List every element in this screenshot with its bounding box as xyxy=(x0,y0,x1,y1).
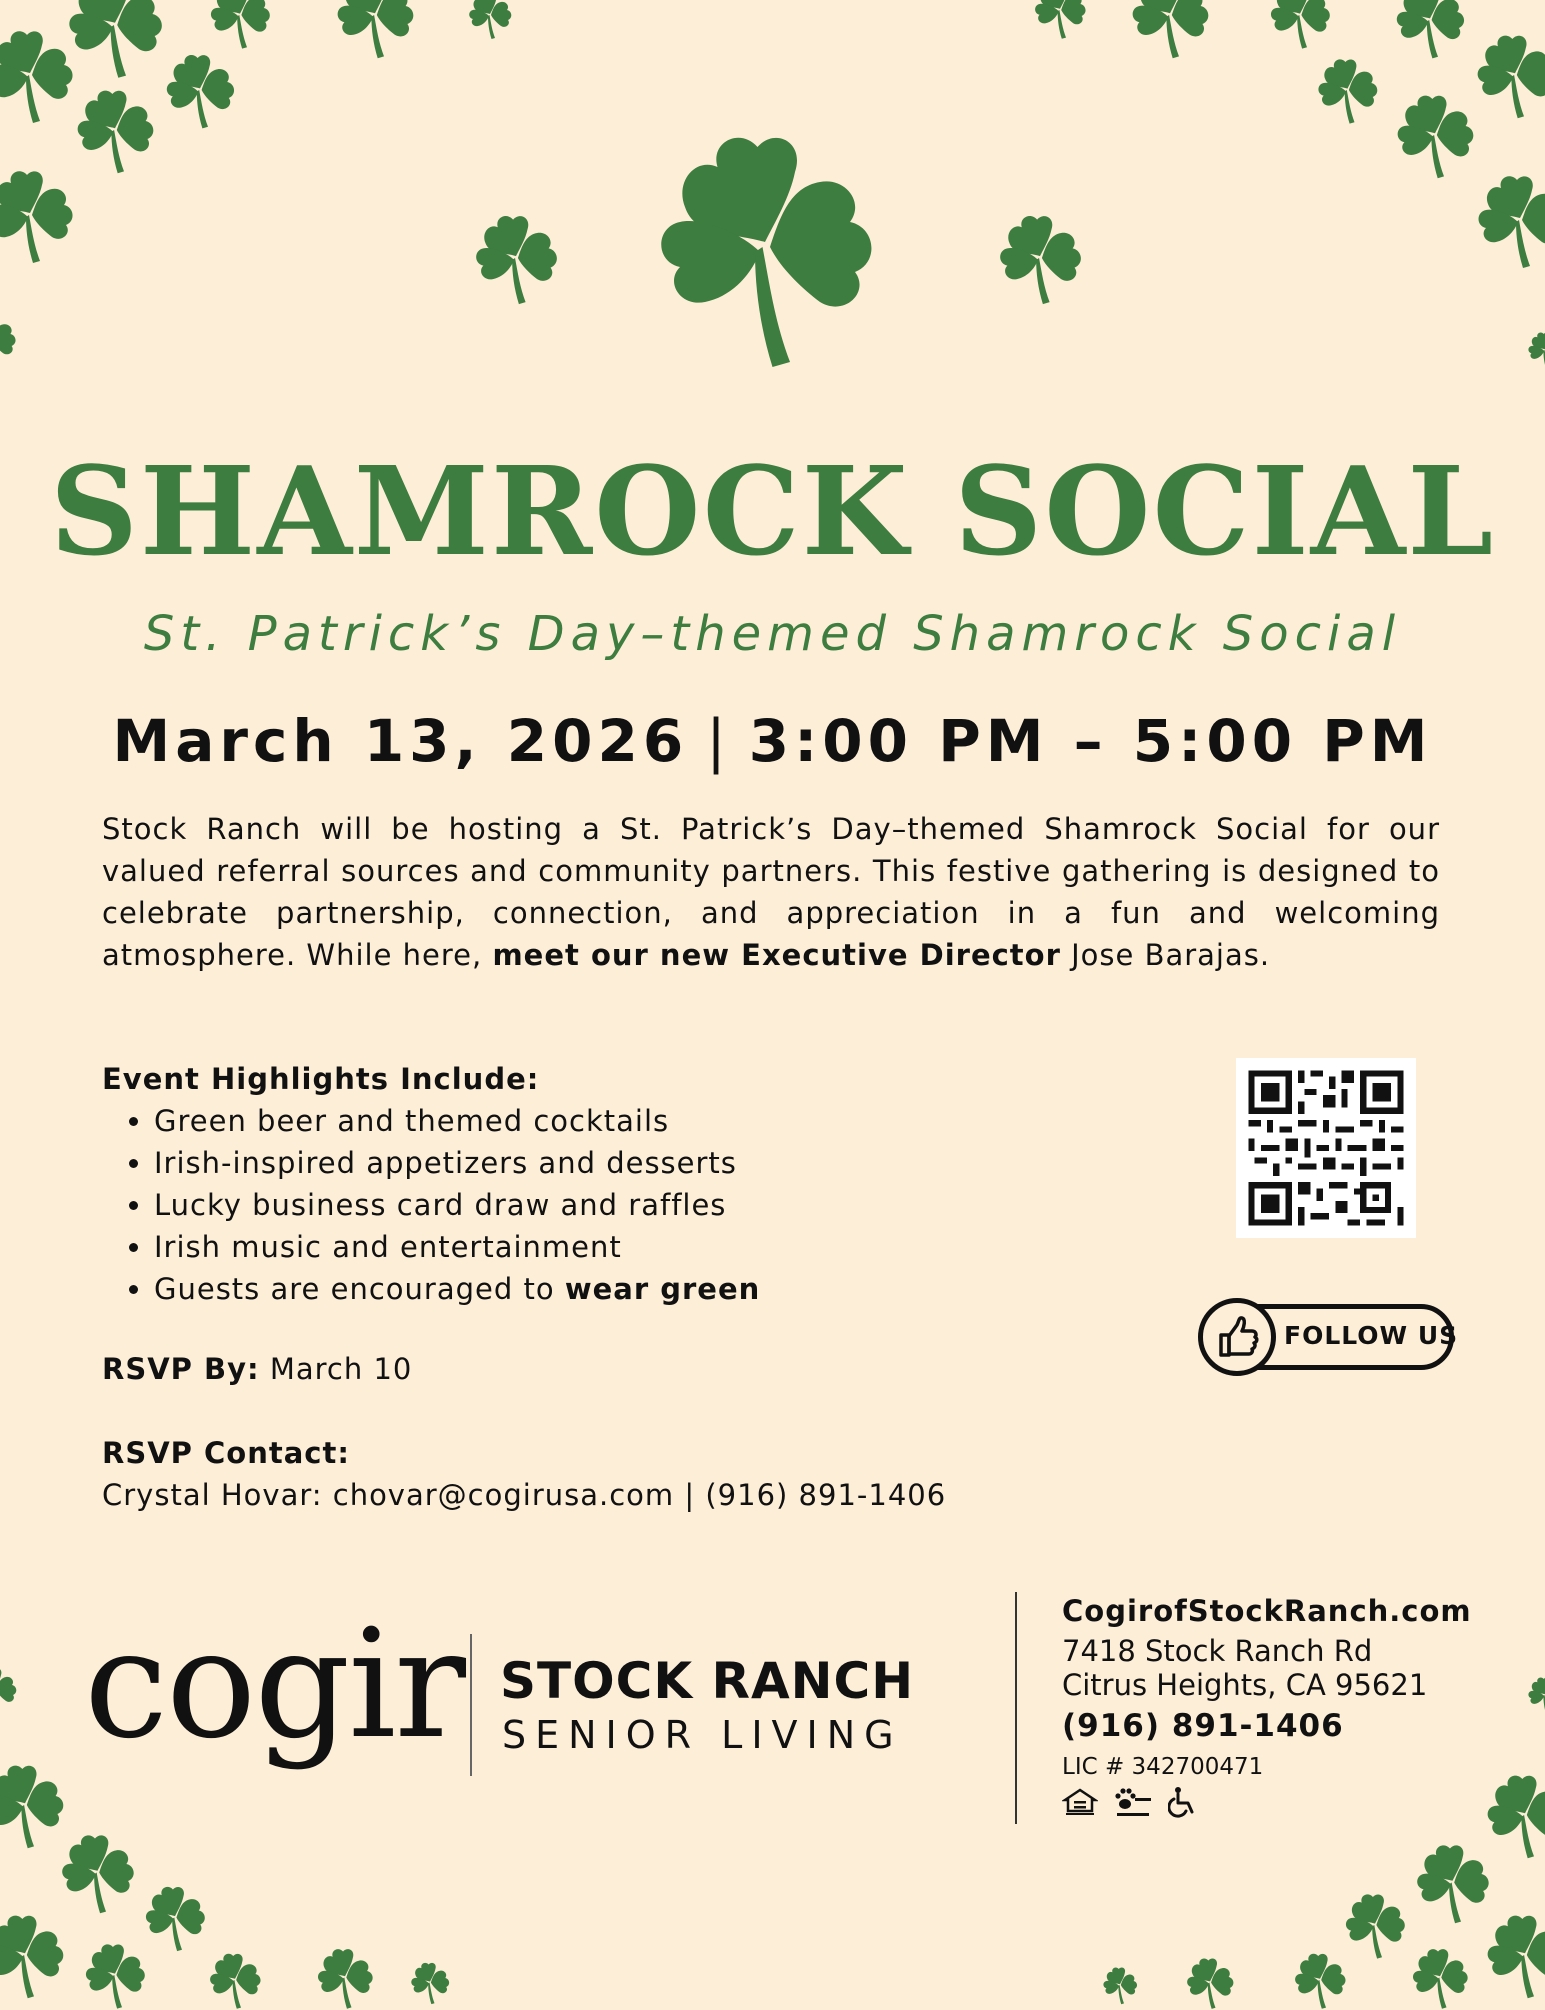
shamrock-icon xyxy=(992,210,1088,306)
shamrock-icon xyxy=(1470,160,1545,280)
shamrock-icon xyxy=(1470,20,1545,130)
event-time: 3:00 PM – 5:00 PM xyxy=(748,707,1433,775)
shamrock-icon xyxy=(70,85,160,175)
shamrock-icon xyxy=(1270,1950,1370,2010)
thumbs-up-icon xyxy=(1203,1303,1271,1371)
shamrock-icon xyxy=(468,210,564,306)
rsvp-by xyxy=(102,1352,412,1386)
intro-text-end: Jose Barajas. xyxy=(1060,938,1271,972)
date-time-separator: | xyxy=(706,707,731,775)
shamrock-icon xyxy=(1525,320,1545,380)
community-name: STOCK RANCH xyxy=(500,1652,915,1710)
community-tagline: SENIOR LIVING xyxy=(502,1713,903,1757)
event-title: SHAMROCK SOCIAL xyxy=(49,439,1496,583)
shamrock-icon xyxy=(1390,1945,1490,2010)
shamrock-icon xyxy=(0,150,80,280)
shamrock-icon xyxy=(1525,1670,1545,1720)
shamrock-icon xyxy=(1090,1965,1150,2005)
shamrock-icon xyxy=(70,1940,160,2010)
cogir-logo: cogir xyxy=(84,1598,465,1772)
equal-housing-icon xyxy=(1062,1787,1098,1817)
shamrock-icon xyxy=(1310,55,1385,125)
shamrock-icon xyxy=(1390,90,1480,180)
compliance-icons xyxy=(1062,1786,1206,1820)
shamrock-icon xyxy=(320,0,430,60)
logo-divider xyxy=(470,1634,472,1776)
intro-paragraph xyxy=(102,808,1440,976)
accessibility-icon xyxy=(1168,1786,1196,1818)
list-item xyxy=(154,1268,760,1310)
list-item-bold-text: wear green xyxy=(564,1272,761,1306)
rsvp-by-label: RSVP By: xyxy=(102,1352,260,1386)
shamrock-icon xyxy=(0,1900,70,2010)
follow-us-label: FOLLOW US xyxy=(1284,1321,1459,1350)
shamrock-icon xyxy=(400,1960,460,2005)
address-line-2: Citrus Heights, CA 95621 xyxy=(1062,1668,1428,1702)
list-item: • Lucky business card draw and raffles xyxy=(154,1184,760,1226)
shamrock-icon xyxy=(60,0,170,80)
shamrock-icon xyxy=(185,1950,285,2010)
rsvp-contact-details: Crystal Hovar: chovar@cogirusa.com | (916) 891-1406 xyxy=(102,1478,947,1512)
shamrock-icon xyxy=(0,1660,20,1720)
highlights-heading: Event Highlights Include: xyxy=(102,1062,540,1096)
qr-code[interactable] xyxy=(1236,1058,1416,1238)
rsvp-by-date: March 10 xyxy=(269,1352,413,1386)
shamrock-icon xyxy=(1110,0,1230,60)
highlights-list xyxy=(102,1100,760,1310)
address-line-1: 7418 Stock Ranch Rd xyxy=(1062,1634,1373,1668)
intro-text: Stock Ranch will be hosting a St. Patrick’s Day–themed Shamrock Social for our valued referral sources and community partners. This festive gathering is designed to celebrate partnership, connection, and appreciation in a fun and welcoming atmosphere. While here, xyxy=(102,812,1440,972)
rsvp-contact-label: RSVP Contact: xyxy=(102,1436,350,1470)
shamrock-icon xyxy=(160,50,240,130)
license-number: LIC # 342700471 xyxy=(1062,1754,1264,1780)
list-item: • Irish music and entertainment xyxy=(154,1226,760,1268)
event-subtitle: St. Patrick’s Day–themed Shamrock Social xyxy=(143,606,1402,662)
event-date: March 13, 2026 xyxy=(112,707,689,775)
shamrock-icon xyxy=(460,0,520,40)
event-date-time xyxy=(0,707,1545,775)
shamrock-icon xyxy=(1380,0,1480,60)
list-item: • Green beer and themed cocktails xyxy=(154,1100,760,1142)
list-item: • Irish-inspired appetizers and desserts xyxy=(154,1142,760,1184)
shamrock-icon xyxy=(200,0,280,50)
intro-bold-text: meet our new Executive Director xyxy=(492,938,1061,972)
shamrock-icon xyxy=(290,1945,400,2010)
shamrock-icon xyxy=(1160,1955,1260,2010)
contact-divider xyxy=(1015,1592,1017,1824)
shamrock-icon xyxy=(0,300,20,380)
list-item-text: Guests are encouraged to xyxy=(154,1272,565,1306)
shamrock-icon xyxy=(1250,0,1350,50)
pet-friendly-icon xyxy=(1113,1786,1153,1818)
website-link[interactable]: CogirofStockRanch.com xyxy=(1062,1594,1472,1628)
qr-code-icon xyxy=(1236,1058,1416,1238)
shamrock-icon xyxy=(1025,0,1095,40)
thumbs-up-badge xyxy=(1198,1298,1276,1376)
follow-us-button[interactable] xyxy=(1198,1298,1460,1376)
shamrock-icon xyxy=(640,112,890,382)
phone-number[interactable]: (916) 891-1406 xyxy=(1062,1708,1344,1744)
